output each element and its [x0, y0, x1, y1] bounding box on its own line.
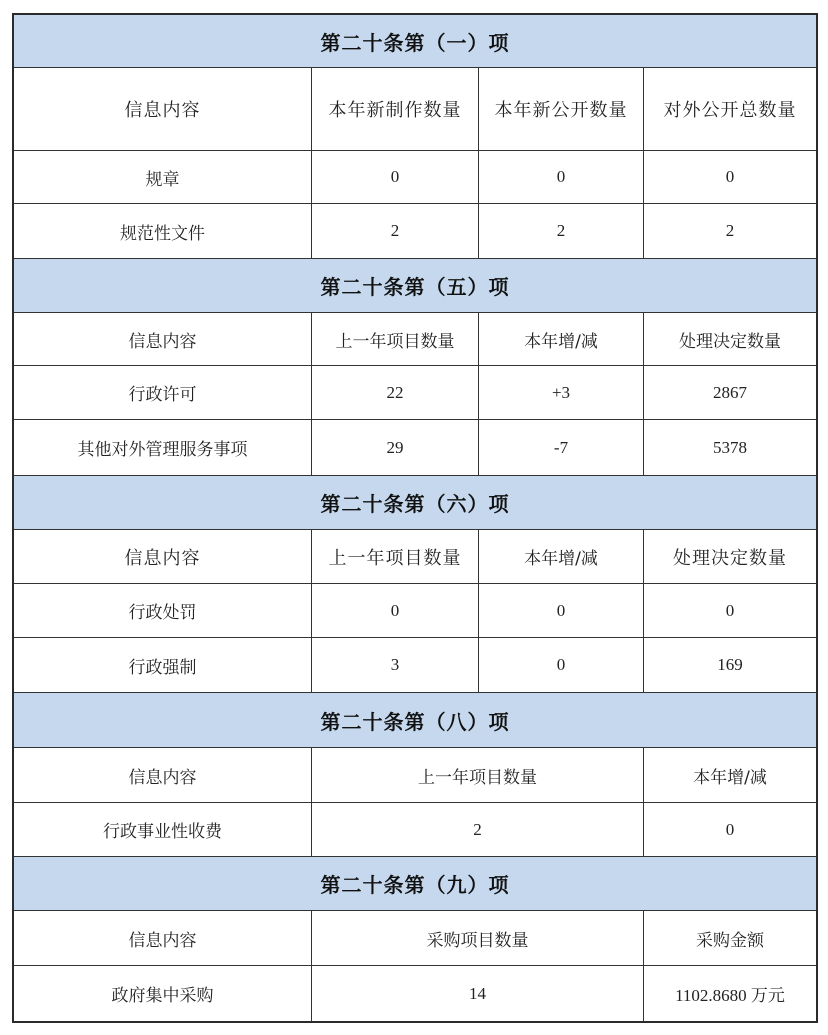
- section-title-row: [14, 15, 816, 68]
- section-title: 第二十条第（五）项: [320, 275, 510, 299]
- row-label: 行政事业性收费: [14, 803, 312, 856]
- value-cell: 169: [717, 655, 743, 674]
- table-row: [14, 584, 816, 638]
- row-label: 规范性文件: [14, 204, 312, 258]
- section-title: 第二十条第（六）项: [320, 492, 510, 516]
- table-row: [14, 638, 816, 693]
- value-cell: +3: [479, 366, 644, 419]
- header-row: [14, 530, 816, 584]
- value-cell: -7: [479, 420, 644, 475]
- value-cell: 2: [312, 803, 644, 856]
- value-cell: 2867: [713, 382, 747, 402]
- section-title: 第二十条第（一）项: [320, 30, 510, 55]
- header-cell: 信息内容: [14, 68, 312, 150]
- header-cell: 信息内容: [14, 313, 312, 365]
- table-row: [14, 366, 816, 420]
- header-cell: 本年增/减: [693, 767, 767, 788]
- row-label: 其他对外管理服务事项: [14, 420, 312, 475]
- value-cell: 0: [312, 151, 479, 203]
- row-label: 规章: [14, 151, 312, 203]
- header-cell: 信息内容: [14, 530, 312, 583]
- value-cell: 22: [312, 366, 479, 419]
- row-label: 行政强制: [14, 638, 312, 692]
- value-cell: 14: [312, 966, 644, 1021]
- value-cell: 2: [479, 204, 644, 258]
- value-cell: 0: [479, 638, 644, 692]
- value-cell: 2: [312, 204, 479, 258]
- value-cell: 0: [725, 167, 735, 186]
- header-row: [14, 313, 816, 366]
- disclosure-table: [12, 13, 818, 1023]
- header-cell: 处理决定数量: [679, 331, 781, 352]
- header-cell: 本年新公开数量: [479, 68, 644, 150]
- header-cell: 采购金额: [696, 930, 764, 951]
- section-title-row: [14, 857, 816, 911]
- header-cell: 对外公开总数量: [663, 100, 797, 121]
- value-cell: 5378: [713, 437, 747, 457]
- row-label: 政府集中采购: [14, 966, 312, 1021]
- section-title-row: [14, 476, 816, 530]
- value-cell: 0: [479, 151, 644, 203]
- header-cell: 上一年项目数量: [312, 313, 479, 365]
- header-cell: 信息内容: [14, 911, 312, 965]
- header-cell: 本年增/减: [479, 313, 644, 365]
- value-cell: 0: [479, 584, 644, 637]
- header-row: [14, 748, 816, 803]
- value-cell: 0: [312, 584, 479, 637]
- value-cell: 29: [312, 420, 479, 475]
- section-title: 第二十条第（八）项: [320, 709, 510, 734]
- header-cell: 上一年项目数量: [312, 530, 479, 583]
- value-cell: 3: [312, 638, 479, 692]
- header-cell: 采购项目数量: [312, 911, 644, 965]
- header-cell: 本年增/减: [479, 530, 644, 583]
- table-row: [14, 420, 816, 476]
- header-row: [14, 911, 816, 966]
- value-cell: 0: [725, 819, 735, 839]
- table-row: [14, 151, 816, 204]
- value-cell: 0: [725, 600, 735, 620]
- row-label: 行政处罚: [14, 584, 312, 637]
- header-cell: 本年新制作数量: [312, 68, 479, 150]
- table-row: [14, 966, 816, 1021]
- header-row: [14, 68, 816, 151]
- table-row: [14, 803, 816, 857]
- section-title: 第二十条第（九）项: [320, 873, 510, 897]
- row-label: 行政许可: [14, 366, 312, 419]
- header-cell: 上一年项目数量: [312, 748, 644, 802]
- header-cell: 信息内容: [14, 748, 312, 802]
- table-row: [14, 204, 816, 259]
- value-cell: 2: [725, 221, 735, 240]
- value-cell: 1102.8680 万元: [675, 986, 785, 1005]
- section-title-row: [14, 259, 816, 313]
- section-title-row: [14, 693, 816, 748]
- header-cell: 处理决定数量: [673, 547, 787, 569]
